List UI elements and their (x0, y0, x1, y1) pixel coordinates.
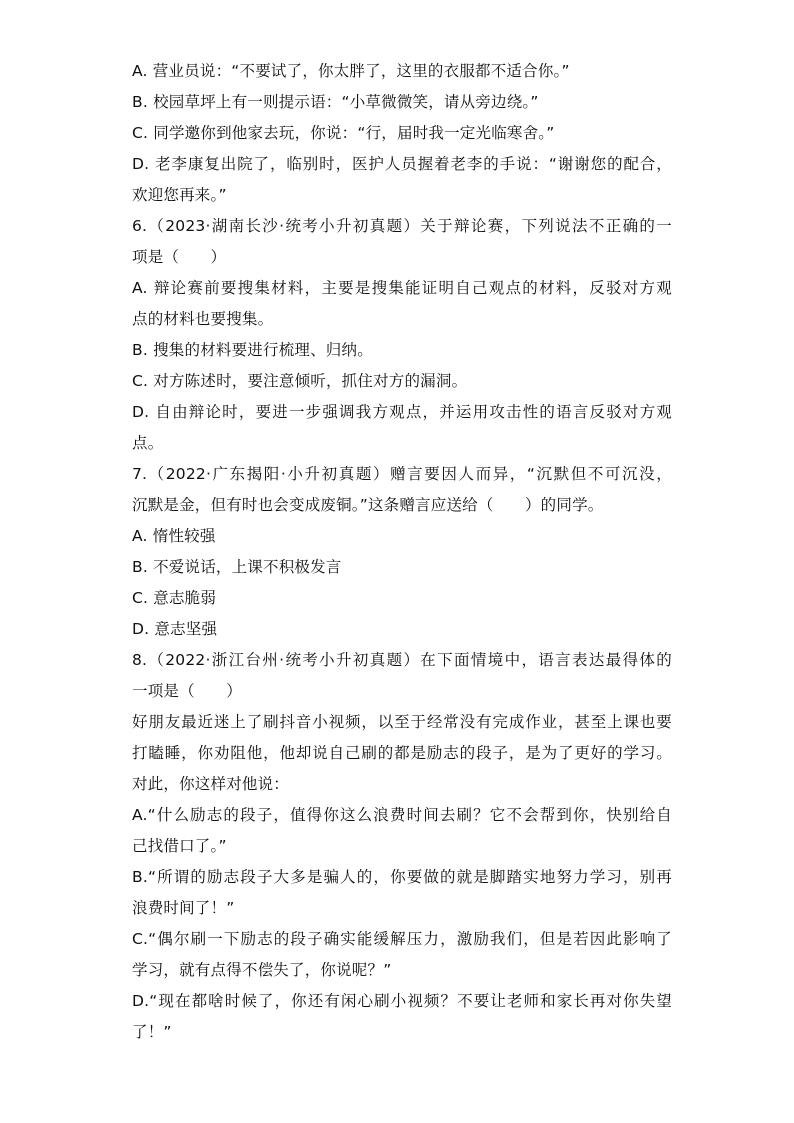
text-line: 了！” (132, 1023, 172, 1041)
text-line: 一项是（ ） (132, 682, 242, 700)
document-page (132, 56, 672, 1048)
text-line: A. 辩论赛前要搜集材料，主要是搜集能证明自己观点的材料，反驳对方观 (132, 279, 672, 297)
text-line: 6.（2023·湖南长沙·统考小升初真题）关于辩论赛，下列说法不正确的一 (132, 217, 672, 235)
text-line: A.“什么励志的段子，值得你这么浪费时间去刷？它不会帮到你，快别给自 (132, 806, 672, 824)
text-line: 沉默是金，但有时也会变成废铜。”这条赠言应送给（ ）的同学。 (132, 496, 604, 514)
text-line: D. 老李康复出院了，临别时，医护人员握着老李的手说：“谢谢您的配合， (132, 155, 672, 173)
text-line: 欢迎您再来。” (132, 186, 227, 204)
text-line: B.“所谓的励志段子大多是骗人的，你要做的就是脚踏实地努力学习，别再 (132, 868, 672, 886)
text-line: 打瞌睡，你劝阻他，他却说自己刷的都是励志的段子，是为了更好的学习。 (132, 744, 672, 762)
text-line: D.“现在都啥时候了，你还有闲心刷小视频？不要让老师和家长再对你失望 (132, 992, 672, 1010)
text-line: B. 校园草坪上有一则提示语：“小草微微笑，请从旁边绕。” (132, 93, 539, 111)
text-line: 己找借口了。” (132, 837, 227, 855)
text-line: C. 意志脆弱 (132, 589, 217, 607)
text-line: B. 不爱说话，上课不积极发言 (132, 558, 342, 576)
text-line: D. 意志坚强 (132, 620, 218, 638)
text-line: 项是（ ） (132, 248, 227, 266)
text-line: 点的材料也要搜集。 (132, 310, 274, 328)
text-line: 浪费时间了！” (132, 899, 235, 917)
text-line: 好朋友最近迷上了刷抖音小视频，以至于经常没有完成作业，甚至上课也要 (132, 713, 672, 731)
text-line: C. 对方陈述时，要注意倾听，抓住对方的漏洞。 (132, 372, 468, 390)
text-line: 点。 (132, 434, 164, 452)
text-line: 8.（2022·浙江台州·统考小升初真题）在下面情境中，语言表达最得体的 (132, 651, 672, 669)
text-line: 学习，就有点得不偿失了，你说呢？” (132, 961, 392, 979)
text-line: A. 惰性较强 (132, 527, 216, 545)
text-line: D. 自由辩论时，要进一步强调我方观点，并运用攻击性的语言反驳对方观 (132, 403, 672, 421)
text-line: C.“偶尔刷一下励志的段子确实能缓解压力，激励我们，但是若因此影响了 (132, 930, 672, 948)
text-line: C. 同学邀你到他家去玩，你说：“行，届时我一定光临寒舍。” (132, 124, 555, 142)
text-line: A. 营业员说：“不要试了，你太胖了，这里的衣服都不适合你。” (132, 62, 570, 80)
text-line: 对此，你这样对他说： (132, 775, 290, 793)
text-line: 7.（2022·广东揭阳·小升初真题）赠言要因人而异，“沉默但不可沉没， (132, 465, 672, 483)
text-line: B. 搜集的材料要进行梳理、归纳。 (132, 341, 373, 359)
